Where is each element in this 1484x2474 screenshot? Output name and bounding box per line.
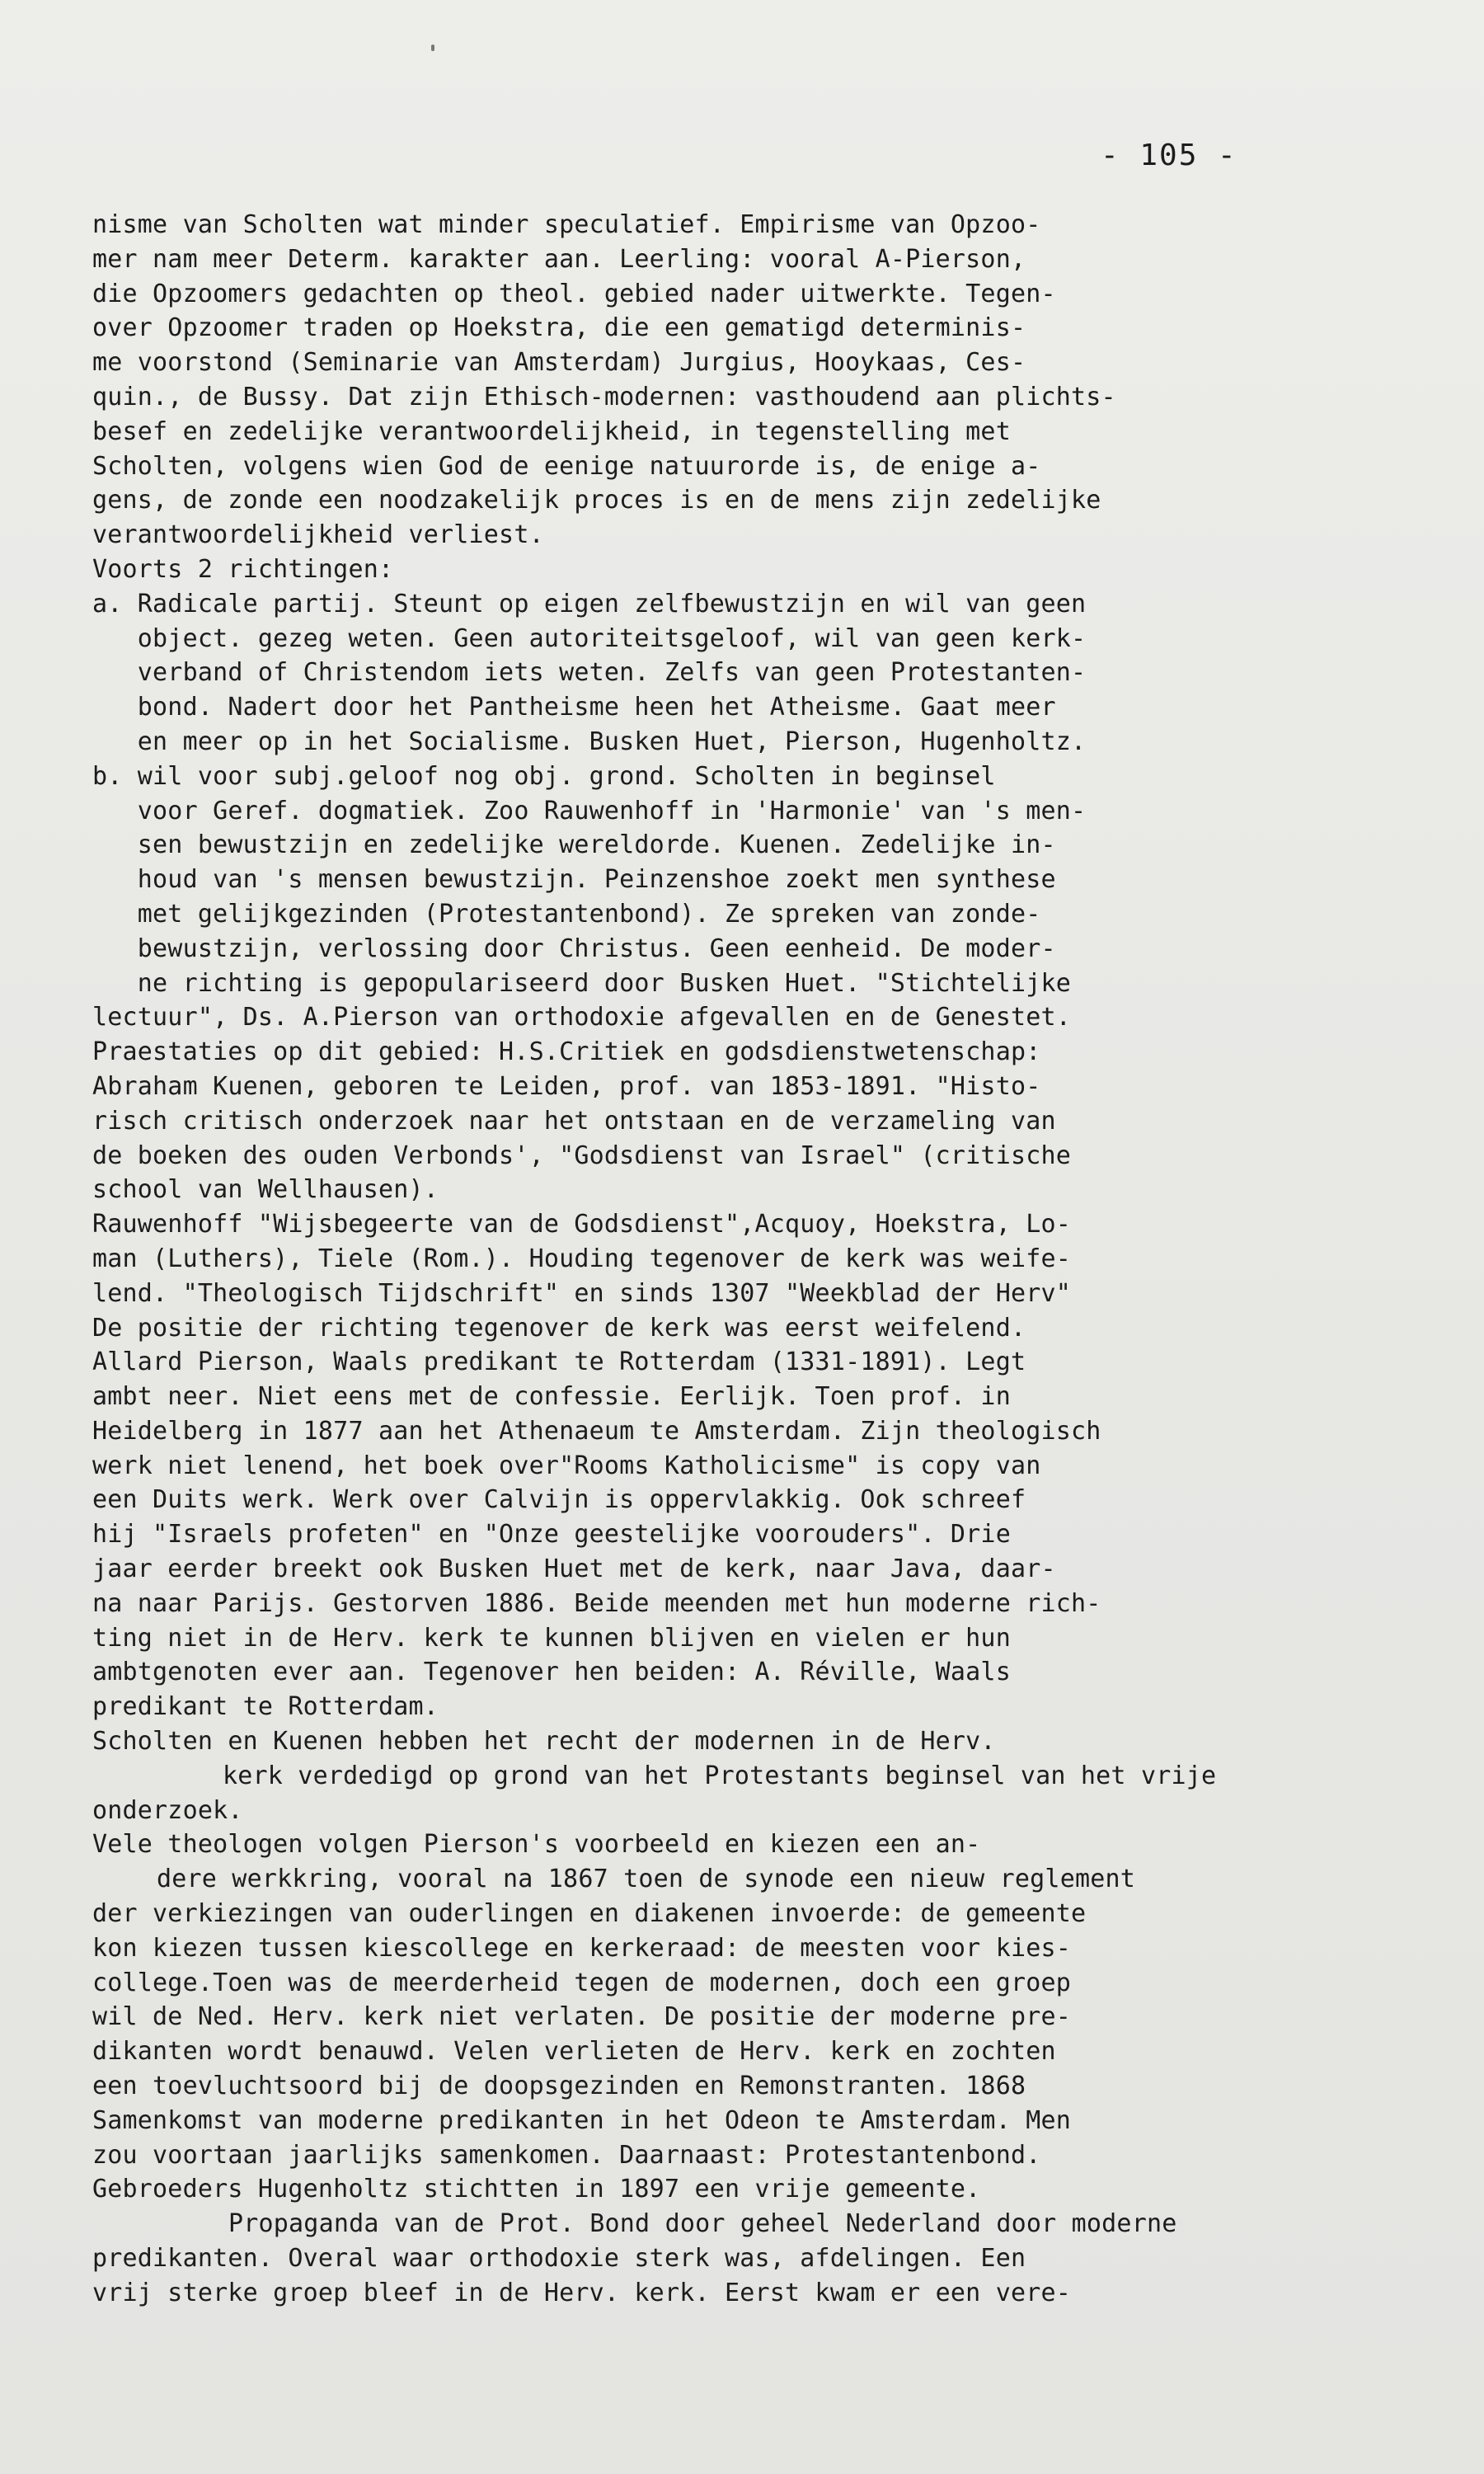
text-line: vrij sterke groep bleef in de Herv. kerk. Eerst kwam er een vere-	[92, 2278, 1071, 2307]
text-line: Voorts 2 richtingen:	[92, 554, 394, 584]
text-line: na naar Parijs. Gestorven 1886. Beide meenden met hun moderne rich-	[92, 1588, 1101, 1618]
text-line: verband of Christendom iets weten. Zelfs van geen Protestanten-	[92, 658, 1087, 688]
text-line: Heidelberg in 1877 aan het Athenaeum te Amsterdam. Zijn theologisch	[92, 1416, 1101, 1446]
text-line: Gebroeders Hugenholtz stichtten in 1897 een vrije gemeente.	[92, 2175, 981, 2204]
text-line: De positie der richting tegenover de kerk was eerst weifelend.	[92, 1313, 1026, 1343]
text-line: en meer op in het Socialisme. Busken Huet, Pierson, Hugenholtz.	[92, 727, 1087, 756]
text-line: werk niet lenend, het boek over"Rooms Katholicisme" is copy van	[92, 1451, 1041, 1480]
text-line: me voorstond (Seminarie van Amsterdam) Jurgius, Hooykaas, Ces-	[92, 348, 1026, 378]
text-line: object. gezeg weten. Geen autoriteitsgeloof, wil van geen kerk-	[92, 623, 1087, 653]
text-line: Samenkomst van moderne predikanten in het Odeon te Amsterdam. Men	[92, 2105, 1071, 2135]
list-item-a: a. Radicale partij. Steunt op eigen zelfbewustzijn en wil van geen	[92, 589, 1087, 618]
text-line: quin., de Bussy. Dat zijn Ethisch-modernen: vasthoudend aan plichts-	[92, 382, 1116, 412]
text-line: risch critisch onderzoek naar het ontstaan en de verzameling van	[92, 1106, 1056, 1136]
text-line: een Duits werk. Werk over Calvijn is oppervlakkig. Ook schreef	[92, 1485, 1026, 1515]
text-line: Scholten en Kuenen hebben het recht der modernen in de Herv.	[92, 1727, 996, 1757]
text-line: een toevluchtsoord bij de doopsgezinden en Remonstranten. 1868	[92, 2072, 1026, 2101]
text-line: ambtgenoten ever aan. Tegenover hen beiden: A. Réville, Waals	[92, 1658, 1011, 1687]
text-line: die Opzoomers gedachten op theol. gebied nader uitwerkte. Tegen-	[92, 279, 1056, 308]
text-line: zou voortaan jaarlijks samenkomen. Daarnaast: Protestantenbond.	[92, 2140, 1041, 2170]
text-line: voor Geref. dogmatiek. Zoo Rauwenhoff in 'Harmonie' van 's men-	[92, 796, 1087, 825]
text-line: college.Toen was de meerderheid tegen de modernen, doch een groep	[92, 1968, 1071, 1997]
text-line: besef en zedelijke verantwoordelijkheid, in tegenstelling met	[92, 416, 1011, 446]
text-line: Rauwenhoff "Wijsbegeerte van de Godsdienst",Acquoy, Hoekstra, Lo-	[92, 1210, 1071, 1239]
text-line: bewustzijn, verlossing door Christus. Geen eenheid. De moder-	[92, 934, 1056, 963]
text-line: wil de Ned. Herv. kerk niet verlaten. De positie der moderne pre-	[92, 2002, 1071, 2032]
text-line: predikanten. Overal waar orthodoxie sterk was, afdelingen. Een	[92, 2244, 1026, 2274]
text-line: lectuur", Ds. A.Pierson van orthodoxie afgevallen en de Genestet.	[92, 1003, 1071, 1032]
text-line: kon kiezen tussen kiescollege en kerkeraad: de meesten voor kies-	[92, 1933, 1071, 1963]
text-line: Abraham Kuenen, geboren te Leiden, prof. van 1853-1891. "Histo-	[92, 1071, 1041, 1101]
text-line: ne richting is gepopulariseerd door Busken Huet. "Stichtelijke	[92, 968, 1071, 998]
text-line: onderzoek.	[92, 1795, 243, 1825]
text-line	[92, 2311, 1444, 2345]
text-line: Vele theologen volgen Pierson's voorbeeld en kiezen een an-	[92, 1830, 981, 1860]
text-line: de boeken des ouden Verbonds', "Godsdienst van Israel" (critische	[92, 1141, 1071, 1170]
text-line: hij "Israels profeten" en "Onze geestelijke voorouders". Drie	[92, 1520, 1011, 1550]
text-line: man (Luthers), Tiele (Rom.). Houding tegenover de kerk was weife-	[92, 1244, 1071, 1273]
text-line: verantwoordelijkheid verliest.	[92, 520, 544, 550]
page-number: - 105 -	[1101, 139, 1237, 172]
text-line: school van Wellhausen).	[92, 1175, 439, 1205]
paragraph-start: dere werkkring, vooral na 1867 toen de synode een nieuw reglement	[157, 1865, 1135, 1894]
text-line: houd van 's mensen bewustzijn. Peinzenshoe zoekt men synthese	[92, 865, 1056, 895]
text-line: mer nam meer Determ. karakter aan. Leerling: vooral A-Pierson,	[92, 244, 1026, 274]
text-line: ambt neer. Niet eens met de confessie. Eerlijk. Toen prof. in	[92, 1382, 1011, 1412]
text-line: Allard Pierson, Waals predikant te Rotterdam (1331-1891). Legt	[92, 1348, 1026, 1377]
text-line: ting niet in de Herv. kerk te kunnen blijven en vielen er hun	[92, 1623, 1011, 1653]
paragraph-start: Propaganda van de Prot. Bond door geheel Nederland door moderne	[228, 2209, 1177, 2239]
list-item-b: b. wil voor subj.geloof nog obj. grond. Scholten in beginsel	[92, 761, 996, 791]
text-line: nisme van Scholten wat minder speculatief. Empirisme van Opzoo-	[92, 210, 1041, 239]
text-line: jaar eerder breekt ook Busken Huet met de kerk, naar Java, daar-	[92, 1554, 1056, 1584]
text-line: der verkiezingen van ouderlingen en diakenen invoerde: de gemeente	[92, 1899, 1087, 1929]
text-line: met gelijkgezinden (Protestantenbond). Ze spreken van zonde-	[92, 899, 1041, 929]
text-line: dikanten wordt benauwd. Velen verlieten de Herv. kerk en zochten	[92, 2037, 1056, 2067]
ink-speck	[431, 45, 434, 51]
paragraph-start: kerk verdedigd op grond van het Protestants beginsel van het vrije	[223, 1761, 1217, 1790]
text-line: Praestaties op dit gebied: H.S.Critiek en godsdienstwetenschap:	[92, 1037, 1041, 1067]
body-text	[92, 208, 1444, 2345]
text-line: bond. Nadert door het Pantheisme heen het Atheisme. Gaat meer	[92, 693, 1056, 722]
text-line: lend. "Theologisch Tijdschrift" en sinds 1307 "Weekblad der Herv"	[92, 1278, 1071, 1308]
text-line: sen bewustzijn en zedelijke wereldorde. Kuenen. Zedelijke in-	[92, 830, 1056, 860]
text-line: predikant te Rotterdam.	[92, 1692, 439, 1722]
text-line: gens, de zonde een noodzakelijk proces is en de mens zijn zedelijke	[92, 486, 1101, 515]
text-line: over Opzoomer traden op Hoekstra, die een gematigd determinis-	[92, 313, 1026, 343]
text-line: Scholten, volgens wien God de eenige natuurorde is, de enige a-	[92, 451, 1041, 481]
